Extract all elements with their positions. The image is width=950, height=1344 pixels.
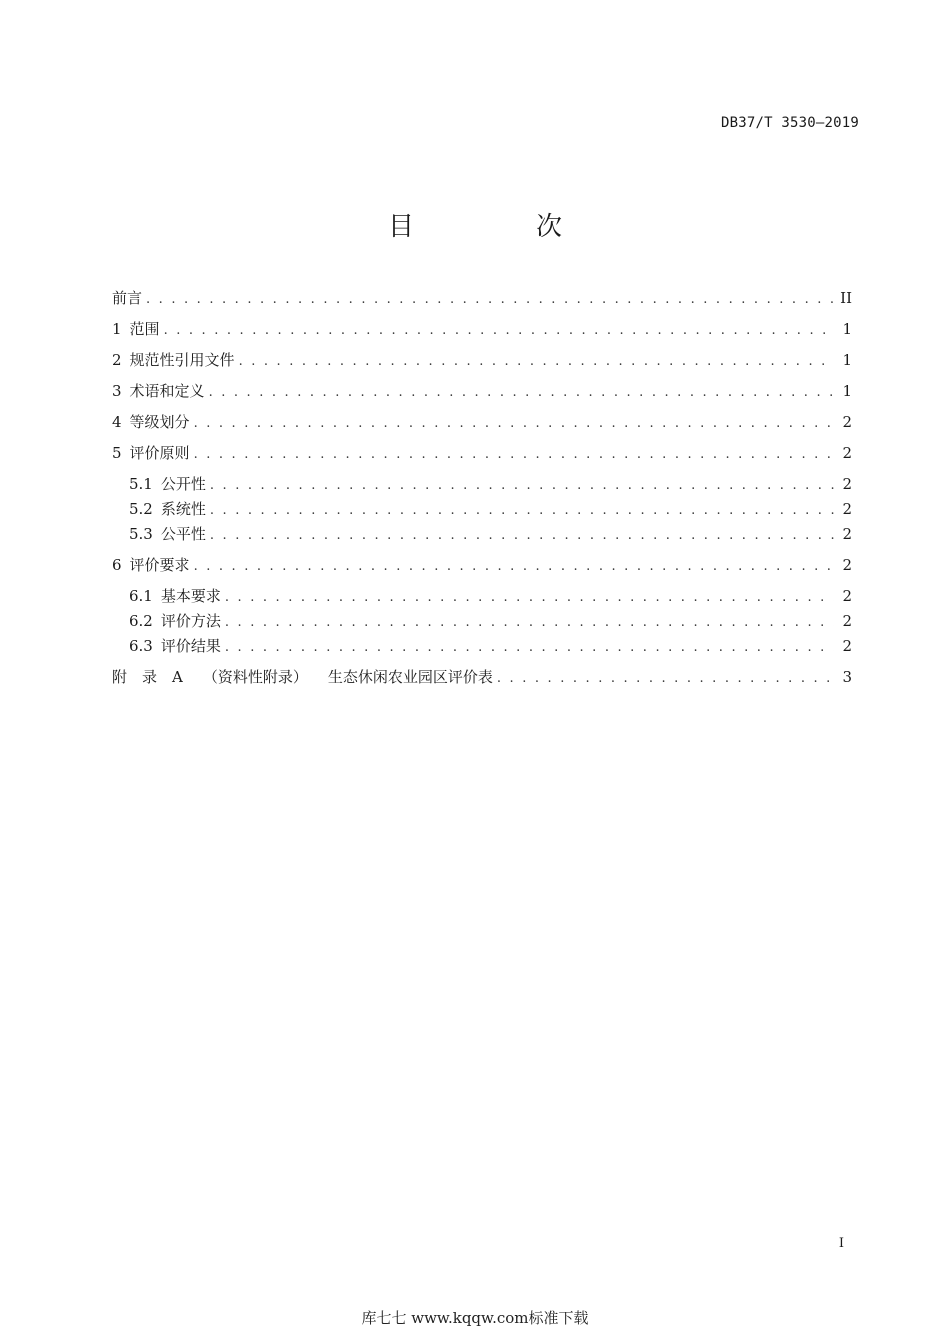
toc-entry-foreword[interactable]: [112, 286, 852, 311]
standard-code: DB37/T 3530—2019: [720, 115, 859, 131]
toc-leader-dots: [210, 473, 834, 498]
toc-leader-dots: [210, 523, 834, 548]
appendix-type: （资料性附录）: [202, 668, 308, 686]
toc-leader-dots: [225, 610, 834, 635]
toc-leader-dots: [146, 287, 834, 312]
toc-entry-page: 1: [842, 351, 852, 369]
toc-entry-5-1[interactable]: [112, 472, 852, 497]
toc-entry-page: 2: [842, 612, 852, 630]
toc-entry-number: 3: [112, 382, 122, 400]
toc-entry-page: 2: [842, 525, 852, 543]
page-number: I: [838, 1236, 844, 1251]
toc-entry-4[interactable]: [112, 410, 852, 435]
toc-entry-page: 2: [842, 637, 852, 655]
watermark-text: 库七七 www.kqqw.com标准下载: [361, 1309, 589, 1327]
appendix-title: 生态休闲农业园区评价表: [327, 668, 493, 686]
toc-entry-page: 2: [842, 475, 852, 493]
toc-entry-label: 1 范围: [112, 320, 160, 338]
toc-entry-page: 2: [842, 444, 852, 462]
toc-entry-label: 5.3 公平性: [129, 525, 206, 543]
toc-leader-dots: [194, 411, 834, 436]
toc-entry-number: 1: [112, 320, 122, 338]
toc-entry-number: 5.2: [129, 500, 153, 518]
toc-entry-5[interactable]: [112, 441, 852, 466]
toc-entry-label: 4 等级划分: [112, 413, 190, 431]
toc-entry-number: 6.3: [129, 637, 153, 655]
page-title: 目 次: [387, 212, 610, 242]
toc-entry-3[interactable]: [112, 379, 852, 404]
toc-entry-1[interactable]: [112, 317, 852, 342]
toc-entry-label: 6.2 评价方法: [129, 612, 221, 630]
toc-entry-label: 6.3 评价结果: [129, 637, 221, 655]
toc-entry-number: 5: [112, 444, 122, 462]
toc-entry-number: 2: [112, 351, 122, 369]
toc-entry-page: 2: [842, 587, 852, 605]
toc-entry-label: 5 评价原则: [112, 444, 190, 462]
toc-leader-dots: [210, 498, 834, 523]
toc-entry-page: 2: [842, 500, 852, 518]
toc-leader-dots: [225, 585, 834, 610]
toc-entry-6[interactable]: [112, 553, 852, 578]
toc-entry-appendix-a[interactable]: [112, 665, 852, 690]
toc-leader-dots: [164, 318, 834, 343]
toc-entry-number: 6: [112, 556, 122, 574]
toc-leader-dots: [225, 635, 834, 660]
toc-entry-page: 2: [842, 413, 852, 431]
toc-entry-6-2[interactable]: [112, 609, 852, 634]
toc-entry-label: 6.1 基本要求: [129, 587, 221, 605]
toc-leader-dots: [194, 554, 834, 579]
table-of-contents: [112, 286, 852, 690]
toc-entry-label: 3 术语和定义: [112, 382, 205, 400]
toc-entry-label: 6 评价要求: [112, 556, 190, 574]
toc-entry-label: 2 规范性引用文件: [112, 351, 235, 369]
toc-entry-label: 前言: [112, 289, 143, 307]
toc-entry-6-3[interactable]: [112, 634, 852, 659]
toc-entry-page: 1: [842, 320, 852, 338]
toc-entry-number: 5.3: [129, 525, 153, 543]
toc-entry-number: 5.1: [129, 475, 153, 493]
toc-entry-2[interactable]: [112, 348, 852, 373]
toc-leader-dots: [194, 442, 834, 467]
toc-leader-dots: [209, 380, 834, 405]
toc-entry-6-1[interactable]: [112, 584, 852, 609]
toc-entry-label: [112, 665, 493, 690]
toc-entry-number: 6.1: [129, 587, 153, 605]
toc-entry-5-2[interactable]: [112, 497, 852, 522]
toc-entry-page: 1: [842, 382, 852, 400]
toc-entry-page: II: [840, 289, 852, 307]
toc-entry-label: 5.2 系统性: [129, 500, 206, 518]
toc-entry-5-3[interactable]: [112, 522, 852, 547]
toc-entry-number: 4: [112, 413, 122, 431]
toc-entry-page: 3: [842, 668, 852, 686]
toc-entry-label: 5.1 公开性: [129, 475, 206, 493]
toc-leader-dots: [497, 666, 834, 691]
toc-leader-dots: [239, 349, 834, 374]
toc-entry-number: 6.2: [129, 612, 153, 630]
toc-entry-page: 2: [842, 556, 852, 574]
appendix-prefix: 附 录 A: [112, 668, 183, 686]
